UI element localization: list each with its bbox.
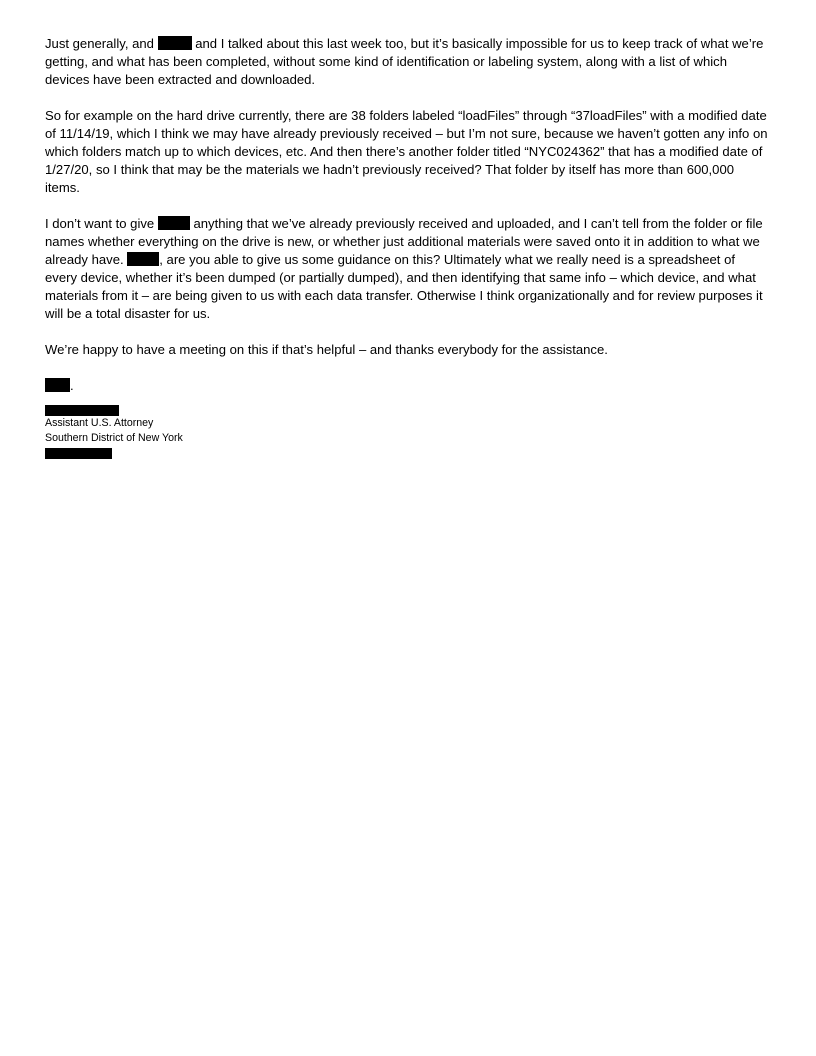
- paragraph-1-text-start: Just generally, and: [45, 36, 158, 51]
- redaction-box: [158, 216, 190, 230]
- signoff: [45, 377, 770, 395]
- redaction-box: [158, 36, 192, 50]
- paragraph-1-text-end: and I talked about this last week too, but it’s basically impossible for us to keep track of what we’re getting, and what has been completed, without some kind of identification or labeling system, along with a list of which devices have been extracted and downloaded.: [45, 36, 764, 87]
- email-body: [45, 35, 770, 459]
- signature-office: Southern District of New York: [45, 432, 183, 444]
- paragraph-3-text-middle: anything that we’ve already previously received and uploaded, and I can’t tell from the folder or file names whether everything on the drive is new, or whether just additional materials were saved onto it in addition to what we already have.: [45, 216, 763, 267]
- signoff-punctuation: .: [70, 378, 74, 393]
- paragraph-1: [45, 35, 770, 89]
- paragraph-2: So for example on the hard drive currently, there are 38 folders labeled “loadFiles” through “37loadFiles” with a modified date of 11/14/19, which I think we may have already previously received – but I’m not sure, because we haven’t gotten any info on which folders match up to which devices, etc. And then there’s another folder titled “NYC024362” that has a modified date of 1/27/20, so I think that may be the materials we hadn’t previously received? That folder by itself has more than 600,000 items.: [45, 108, 768, 195]
- signature-contact-redaction: [45, 448, 112, 459]
- signature-name-redaction: [45, 405, 119, 416]
- redaction-box: [127, 252, 159, 266]
- paragraph-3: [45, 215, 770, 323]
- signature-block: [45, 405, 770, 459]
- paragraph-3-text-start: I don’t want to give: [45, 216, 158, 231]
- signature-title: Assistant U.S. Attorney: [45, 417, 154, 429]
- redaction-box: [45, 378, 70, 392]
- paragraph-3-text-end: , are you able to give us some guidance on this? Ultimately what we really need is a spreadsheet of every device, whether it’s been dumped (or partially dumped), and then identifying that same info – which device, and what materials from it – are being given to us with each data transfer. Otherwise I think organizationally and for review purposes it will be a total disaster for us.: [45, 252, 763, 321]
- paragraph-4: We’re happy to have a meeting on this if that’s helpful – and thanks everybody for the assistance.: [45, 342, 608, 357]
